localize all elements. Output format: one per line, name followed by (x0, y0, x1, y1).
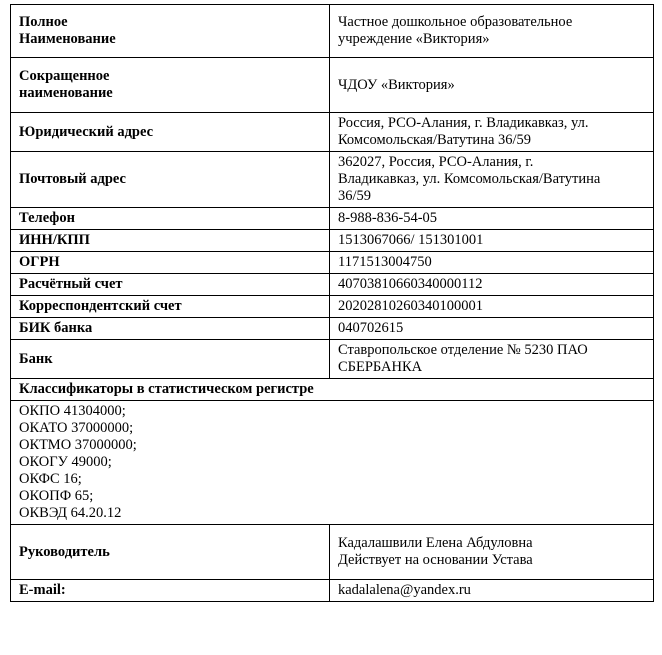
settlement-account-value: 40703810660340000112 (329, 274, 653, 296)
row-classifiers-title (11, 379, 654, 401)
classifier-item: ОКОГУ 49000; (19, 454, 112, 470)
row-settlement-account (11, 274, 654, 296)
correspondent-account-label: Корреспондентский счет (11, 296, 330, 318)
row-inn-kpp (11, 230, 654, 252)
correspondent-account-value: 20202810260340100001 (329, 296, 653, 318)
requisites-table (10, 4, 654, 602)
row-email (11, 580, 654, 602)
row-phone (11, 208, 654, 230)
legal-address-label: Юридический адрес (11, 113, 330, 152)
row-short-name (11, 58, 654, 113)
bik-label: БИК банка (11, 318, 330, 340)
short-name-value: ЧДОУ «Виктория» (329, 58, 653, 113)
full-name-value: Частное дошкольное образовательное учреждение «Виктория» (329, 5, 653, 58)
row-bank (11, 340, 654, 379)
classifiers-title: Классификаторы в статистическом регистре (11, 379, 654, 401)
row-legal-address (11, 113, 654, 152)
row-bik (11, 318, 654, 340)
row-postal-address (11, 152, 654, 208)
classifiers-list (11, 401, 654, 525)
classifier-item: ОКФС 16; (19, 471, 82, 487)
full-name-label: Полное Наименование (11, 5, 330, 58)
postal-address-label: Почтовый адрес (11, 152, 330, 208)
bank-label: Банк (11, 340, 330, 379)
row-correspondent-account (11, 296, 654, 318)
row-full-name (11, 5, 654, 58)
email-value: kadalalena@yandex.ru (329, 580, 653, 602)
director-label: Руководитель (11, 525, 330, 580)
classifier-item: ОКТМО 37000000; (19, 437, 137, 453)
director-value: Кадалашвили Елена Абдуловна Действует на основании Устава (329, 525, 653, 580)
short-name-label: Сокращенное наименование (11, 58, 330, 113)
phone-value: 8-988-836-54-05 (329, 208, 653, 230)
email-label: E-mail: (11, 580, 330, 602)
settlement-account-label: Расчётный счет (11, 274, 330, 296)
inn-kpp-label: ИНН/КПП (11, 230, 330, 252)
classifier-item: ОКВЭД 64.20.12 (19, 505, 122, 521)
row-ogrn (11, 252, 654, 274)
row-director (11, 525, 654, 580)
row-classifiers-list (11, 401, 654, 525)
bik-value: 040702615 (329, 318, 653, 340)
ogrn-label: ОГРН (11, 252, 330, 274)
legal-address-value: Россия, РСО-Алания, г. Владикавказ, ул. Комсомольская/Ватутина 36/59 (329, 113, 653, 152)
ogrn-value: 1171513004750 (329, 252, 653, 274)
classifier-item: ОКПО 41304000; (19, 403, 126, 419)
bank-value: Ставропольское отделение № 5230 ПАО СБЕРБАНКА (329, 340, 653, 379)
phone-label: Телефон (11, 208, 330, 230)
inn-kpp-value: 1513067066/ 151301001 (329, 230, 653, 252)
postal-address-value: 362027, Россия, РСО-Алания, г. Владикавказ, ул. Комсомольская/Ватутина 36/59 (329, 152, 653, 208)
classifier-item: ОКОПФ 65; (19, 488, 94, 504)
classifier-item: ОКАТО 37000000; (19, 420, 134, 436)
